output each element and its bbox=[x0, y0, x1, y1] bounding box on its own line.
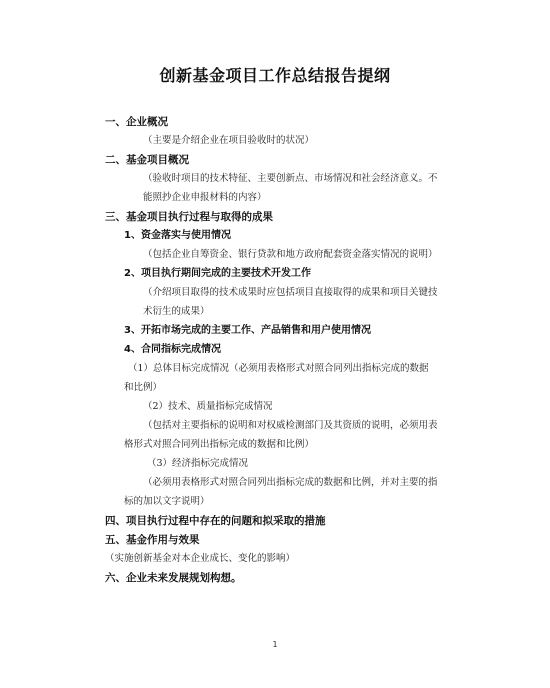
item-4-3-note-line-2: 标的加以文字说明） bbox=[124, 496, 210, 507]
section-3-heading: 三、基金项目执行过程与取得的成果 bbox=[105, 211, 273, 223]
item-4-2-heading: （2）技术、质量指标完成情况 bbox=[143, 401, 273, 412]
item-4-3-note-line-1: （必须用表格形式对照合同列出指标完成的数据和比例，并对主要的指 bbox=[143, 477, 438, 488]
item-4-1-line-2: 和比例） bbox=[124, 382, 163, 393]
section-2-note-line-1: （验收时项目的技术特征、主要创新点、市场情况和社会经济意义。不 bbox=[143, 173, 438, 184]
section-6-heading: 六、企业未来发展规划构想。 bbox=[105, 572, 242, 584]
section-1-note: （主要是介绍企业在项目验收时的状况） bbox=[143, 135, 315, 146]
section-4-heading: 四、项目执行过程中存在的问题和拟采取的措施 bbox=[105, 515, 326, 527]
item-4-3-heading: （3）经济指标完成情况 bbox=[147, 458, 249, 469]
section-5-heading: 五、基金作用与效果 bbox=[105, 534, 200, 546]
section-1-heading: 一、企业概况 bbox=[105, 116, 168, 128]
item-4-2-note-line-2: 格形式对照合同列出指标完成的数据和比例） bbox=[124, 439, 315, 450]
page-number: 1 bbox=[272, 640, 278, 649]
subsection-3-3-heading: 3、开拓市场完成的主要工作、产品销售和用户使用情况 bbox=[124, 325, 371, 336]
subsection-3-2-heading: 2、项目执行期间完成的主要技术开发工作 bbox=[124, 268, 311, 279]
section-5-note: （实施创新基金对本企业成长、变化的影响） bbox=[105, 553, 296, 564]
subsection-3-1-heading: 1、资金落实与使用情况 bbox=[124, 230, 231, 241]
section-2-heading: 二、基金项目概况 bbox=[105, 154, 189, 166]
section-2-note-line-2: 能照抄企业申报材料的内容） bbox=[143, 192, 267, 203]
subsection-3-2-note-line-2: 术衍生的成果） bbox=[143, 306, 210, 317]
item-4-1-line-1: （1）总体目标完成情况（必须用表格形式对照合同列出指标完成的数据 bbox=[128, 363, 429, 374]
subsection-3-4-heading: 4、合同指标完成情况 bbox=[124, 344, 221, 355]
item-4-2-note-line-1: （包括对主要指标的说明和对权威检测部门及其资质的说明，必须用表 bbox=[143, 420, 438, 431]
page-title: 创新基金项目工作总结报告提纲 bbox=[159, 66, 391, 85]
subsection-3-1-note: （包括企业自筹资金、银行贷款和地方政府配套资金落实情况的说明） bbox=[143, 249, 438, 260]
subsection-3-2-note-line-1: （介绍项目取得的技术成果时应包括项目直接取得的成果和项目关键技 bbox=[143, 287, 438, 298]
